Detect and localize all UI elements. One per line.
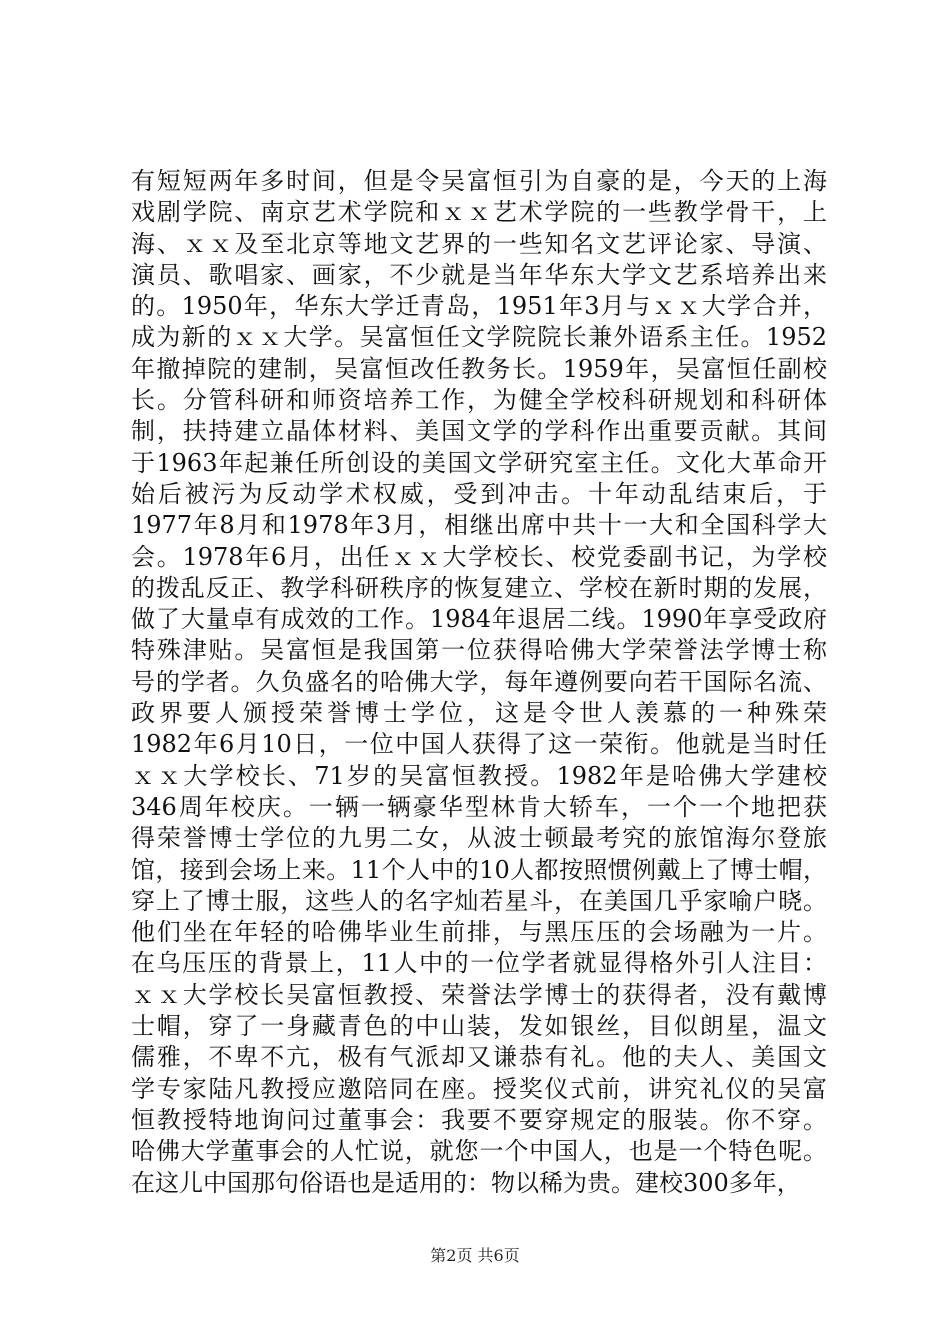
- text-line: 哈佛大学董事会的人忙说，就您一个中国人，也是一个特色呢。: [131, 1137, 827, 1166]
- text-line: 于1963年起兼任所创设的美国文学研究室主任。文化大革命开: [131, 448, 827, 477]
- text-line: ｘｘ大学校长、71岁的吴富恒教授。1982年是哈佛大学建校: [131, 761, 827, 790]
- text-line: 得荣誉博士学位的九男二女，从波士顿最考究的旅馆海尔登旅: [131, 824, 827, 853]
- text-line: 年撤掉院的建制，吴富恒改任教务长。1959年，吴富恒任副校: [131, 354, 827, 383]
- text-line: 成为新的ｘｘ大学。吴富恒任文学院院长兼外语系主任。1952: [131, 323, 827, 352]
- text-line: 做了大量卓有成效的工作。1984年退居二线。1990年享受政府: [131, 605, 827, 634]
- text-line: 长。分管科研和师资培养工作，为健全学校科研规划和科研体: [131, 386, 827, 415]
- text-line: 在这儿中国那句俗语也是适用的：物以稀为贵。建校300多年，: [131, 1168, 801, 1197]
- text-line: 他们坐在年轻的哈佛毕业生前排，与黑压压的会场融为一片。: [131, 918, 827, 947]
- page-footer: 第2页 共6页: [430, 1246, 520, 1265]
- text-line: 的拨乱反正、教学科研秩序的恢复建立、学校在新时期的发展，: [131, 573, 827, 602]
- body-paragraph: [131, 166, 827, 1199]
- text-line: 会。1978年6月，出任ｘｘ大学校长、校党委副书记，为学校: [131, 542, 827, 571]
- text-line: 演员、歌唱家、画家，不少就是当年华东大学文艺系培养出来: [131, 260, 827, 289]
- text-line: 海、ｘｘ及至北京等地文艺界的一些知名文艺评论家、导演、: [131, 229, 827, 258]
- text-line: 馆，接到会场上来。11个人中的10人都按照惯例戴上了博士帽，: [131, 855, 827, 884]
- text-line: 儒雅，不卑不亢，极有气派却又谦恭有礼。他的夫人、美国文: [131, 1043, 827, 1072]
- text-line: 恒教授特地询问过董事会：我要不要穿规定的服装。你不穿。: [131, 1105, 827, 1134]
- text-line: 始后被污为反动学术权威，受到冲击。十年动乱结束后，于: [131, 479, 827, 508]
- text-line: 戏剧学院、南京艺术学院和ｘｘ艺术学院的一些教学骨干，上: [131, 198, 827, 227]
- text-line: 的。1950年，华东大学迁青岛，1951年3月与ｘｘ大学合并，: [131, 292, 827, 321]
- text-line: 1982年6月10日，一位中国人获得了这一荣衔。他就是当时任: [131, 730, 827, 759]
- text-line: 号的学者。久负盛名的哈佛大学，每年遵例要向若干国际名流、: [131, 667, 827, 696]
- text-line: ｘｘ大学校长吴富恒教授、荣誉法学博士的获得者，没有戴博: [131, 980, 827, 1009]
- text-line: 1977年8月和1978年3月，相继出席中共十一大和全国科学大: [131, 511, 827, 540]
- text-line: 在乌压压的背景上，11人中的一位学者就显得格外引人注目：: [131, 949, 827, 978]
- text-line: 士帽，穿了一身藏青色的中山装，发如银丝，目似朗星，温文: [131, 1012, 827, 1041]
- text-line: 学专家陆凡教授应邀陪同在座。授奖仪式前，讲究礼仪的吴富: [131, 1074, 827, 1103]
- text-line: 346周年校庆。一辆一辆豪华型林肯大轿车，一个一个地把获: [131, 792, 827, 821]
- text-line: 政界要人颁授荣誉博士学位，这是令世人羡慕的一种殊荣: [131, 699, 827, 728]
- text-line: 穿上了博士服，这些人的名字灿若星斗，在美国几乎家喻户晓。: [131, 886, 827, 915]
- text-line: 特殊津贴。吴富恒是我国第一位获得哈佛大学荣誉法学博士称: [131, 636, 827, 665]
- text-line: 制，扶持建立晶体材料、美国文学的学科作出重要贡献。其间: [131, 417, 827, 446]
- text-line: 有短短两年多时间，但是令吴富恒引为自豪的是，今天的上海: [131, 167, 827, 195]
